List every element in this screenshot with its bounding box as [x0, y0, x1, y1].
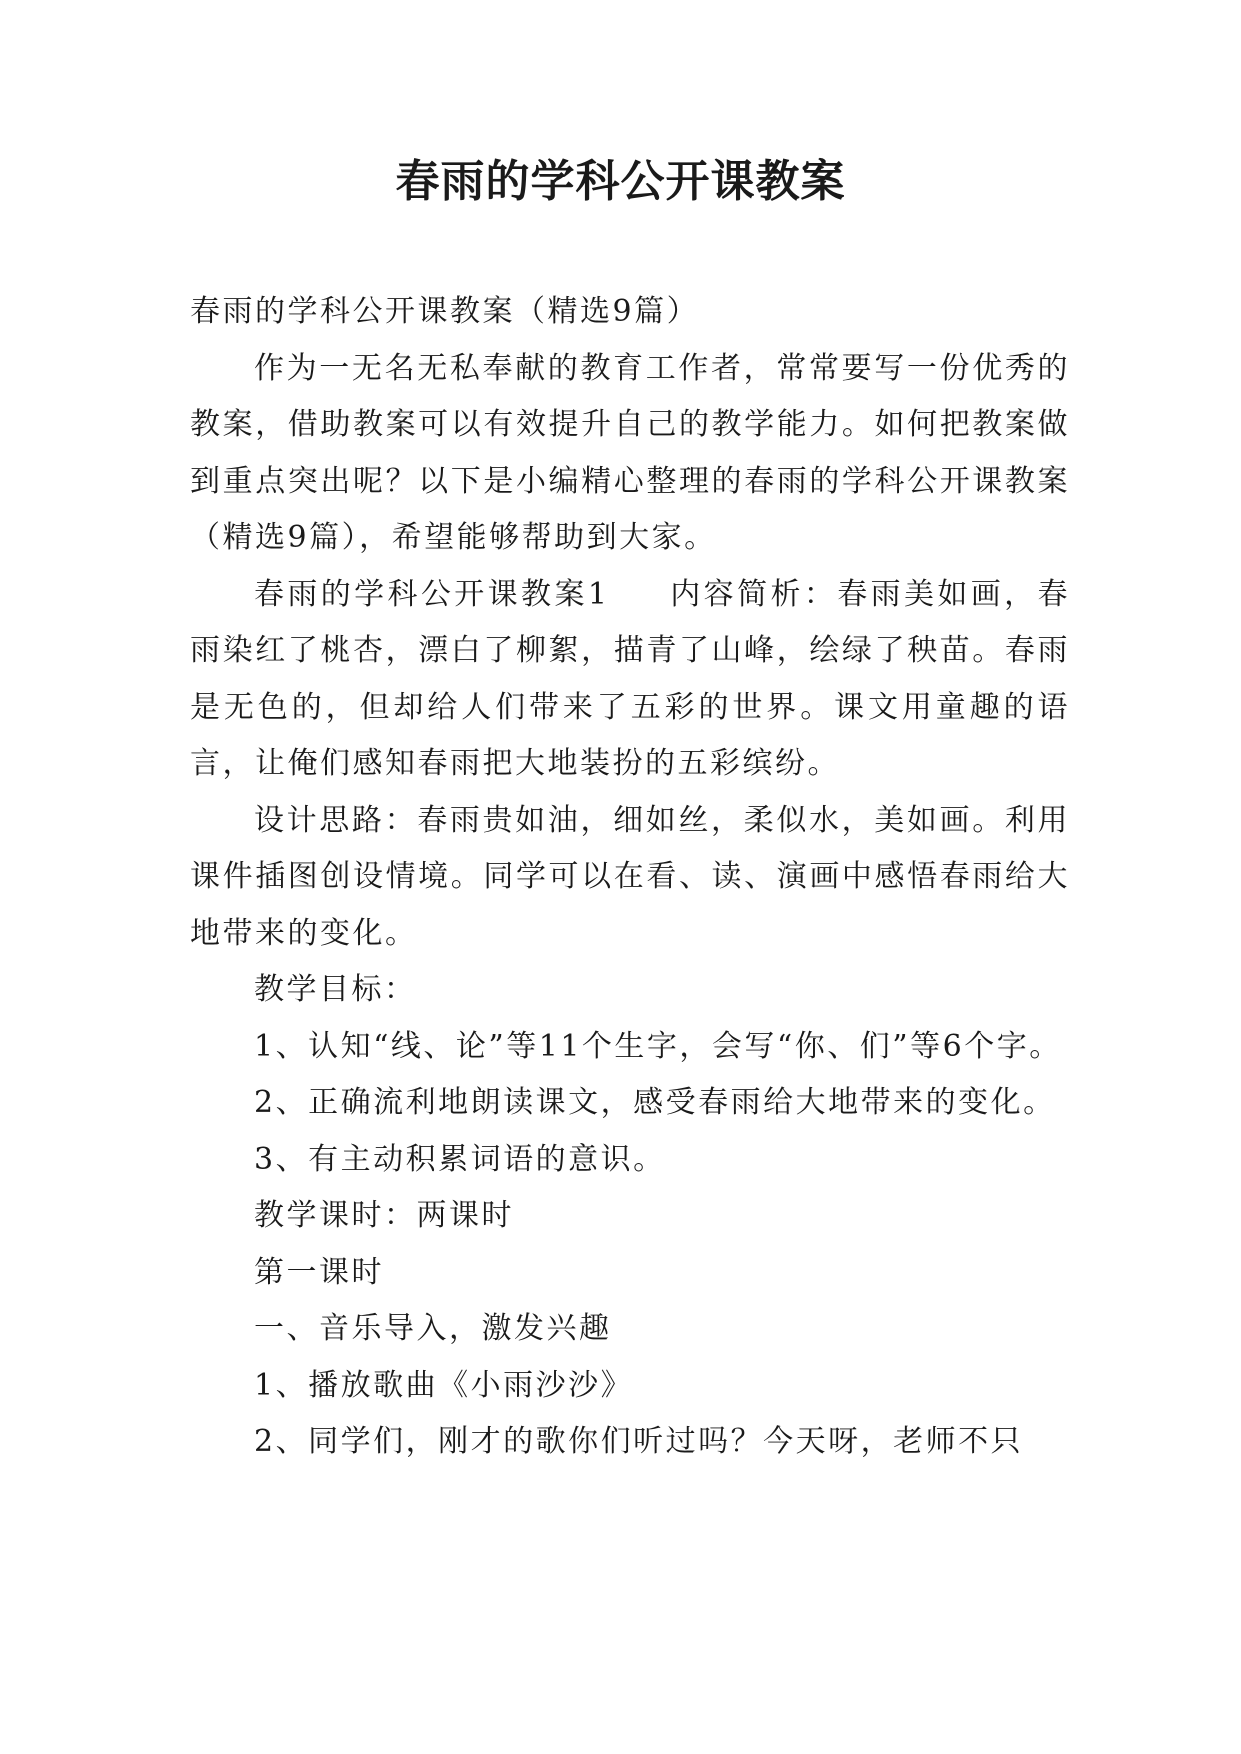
document-title: 春雨的学科公开课教案	[395, 156, 846, 207]
first-period-heading: 第一课时	[254, 1254, 384, 1290]
goal-item-2: 2、正确流利地朗读课文，感受春雨给大地带来的变化。	[254, 1085, 1056, 1120]
teaching-periods: 教学课时：两课时	[254, 1198, 514, 1233]
step-item-2: 2、同学们，刚才的歌你们听过吗？今天呀，老师不只	[254, 1424, 1024, 1459]
step-item-1: 1、播放歌曲《小雨沙沙》	[254, 1367, 634, 1403]
lesson1-summary: 内容简析：春雨美如画，春雨染红了桃杏，漂白了柳絮，描青了山峰，绘绿了秧苗。春雨是无色的，但却给人们带来了五彩的世界。课文用童趣的语言，让俺们感知春雨把大地装扮的五彩缤纷。	[190, 576, 1071, 781]
goal-item-1: 1、认知“线、论”等11个生字，会写“你、们”等6个字。	[254, 1028, 1062, 1064]
design-idea-paragraph: 设计思路：春雨贵如油，细如丝，柔似水，美如画。利用课件插图创设情境。同学可以在看、读、演画中感悟春雨给大地带来的变化。	[190, 802, 1070, 951]
lesson1-heading: 春雨的学科公开课教案1	[254, 576, 610, 612]
document-body	[190, 284, 1070, 1471]
goal-item-3: 3、有主动积累词语的意识。	[254, 1141, 666, 1177]
document-subtitle: 春雨的学科公开课教案（精选9篇）	[190, 294, 700, 329]
lesson1-paragraph	[190, 567, 1070, 793]
section-heading-1: 一、音乐导入，激发兴趣	[254, 1311, 612, 1346]
goals-label: 教学目标：	[254, 972, 417, 1007]
intro-paragraph: 作为一无名无私奉献的教育工作者，常常要写一份优秀的教案，借助教案可以有效提升自己的教学能力。如何把教案做到重点突出呢？以下是小编精心整理的春雨的学科公开课教案（精选9篇），希望能够帮助到大家。	[190, 350, 1070, 555]
